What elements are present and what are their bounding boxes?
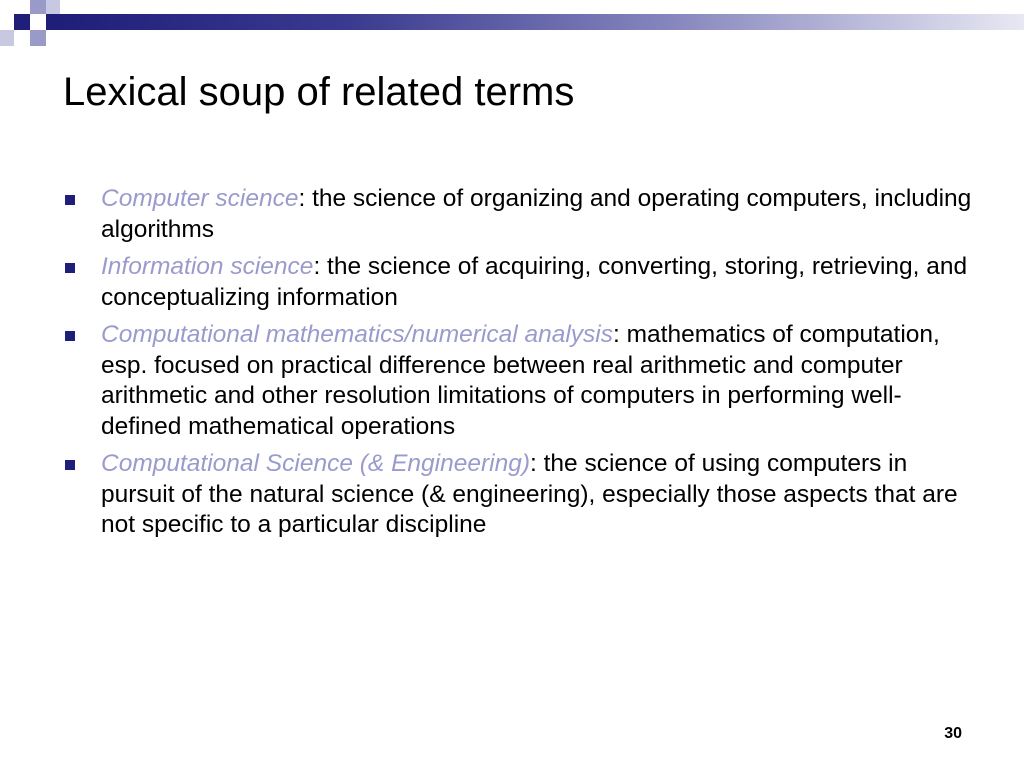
header-decoration-square (46, 14, 60, 30)
term-definition: : the science of acquiring, converting, storing, retrieving, and conceptualizing information (101, 253, 968, 311)
square-bullet-icon (65, 195, 75, 205)
list-item (64, 449, 974, 541)
header-decoration-square (0, 30, 14, 46)
slide-title: Lexical soup of related terms (63, 70, 575, 114)
header-decoration-square (46, 0, 60, 14)
page-number: 30 (944, 725, 962, 742)
square-bullet-icon (65, 331, 75, 341)
list-item (64, 320, 974, 442)
header-gradient-bar (60, 14, 1024, 30)
header-decoration-square (14, 14, 30, 30)
term-definition: : mathematics of computation, esp. focused on practical difference between real arithmetic and computer arithmetic and other resolution limitations of computers in performing well-defined mathematical operations (101, 321, 940, 440)
header-decoration-square (30, 0, 46, 14)
term-label: Information science (101, 253, 314, 280)
list-item (64, 252, 974, 313)
term-label: Computer science (101, 185, 299, 212)
square-bullet-icon (65, 460, 75, 470)
bullet-list (64, 184, 974, 548)
header-decoration-square (30, 30, 46, 46)
term-label: Computational Science (& Engineering) (101, 450, 530, 477)
term-label: Computational mathematics/numerical analysis (101, 321, 613, 348)
term-definition: : the science of organizing and operating computers, including algorithms (101, 185, 972, 243)
list-item (64, 184, 974, 245)
square-bullet-icon (65, 263, 75, 273)
term-definition: : the science of using computers in pursuit of the natural science (& engineering), especially those aspects that are not specific to a particular discipline (101, 450, 958, 538)
